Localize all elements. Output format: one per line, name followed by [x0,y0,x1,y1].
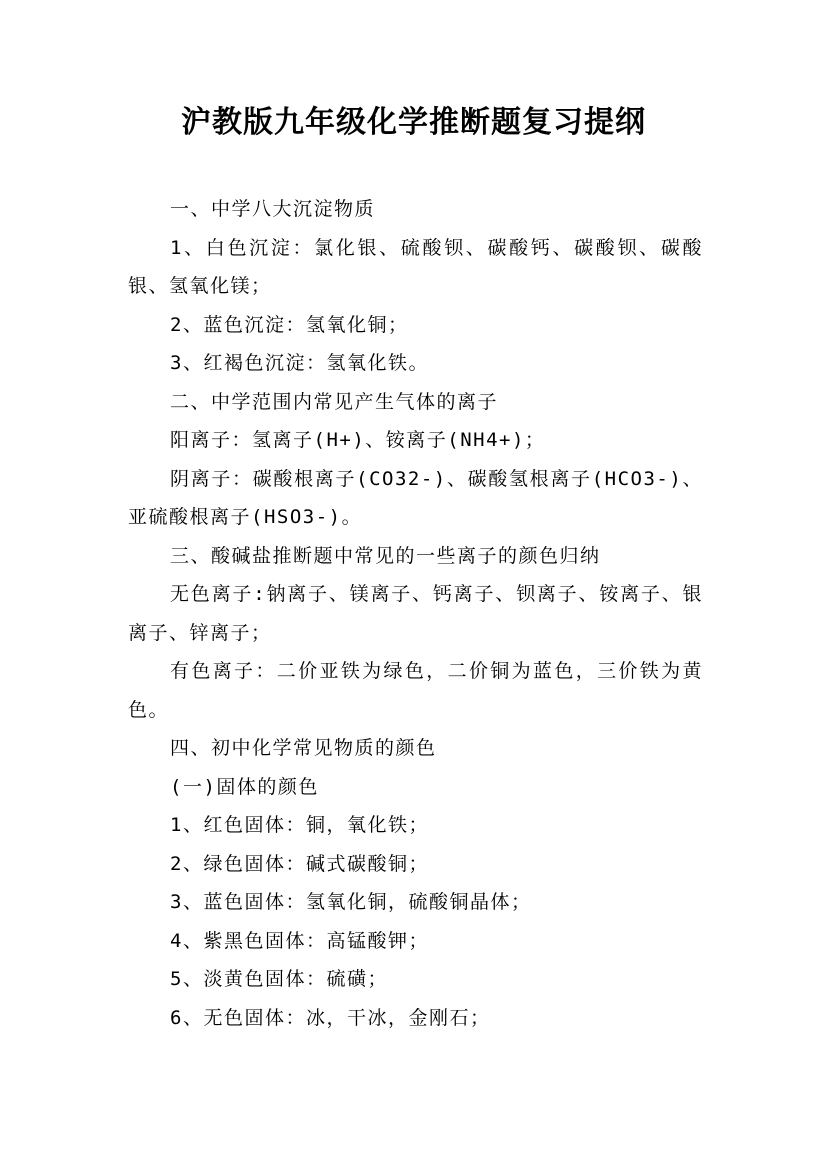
paragraph-cations: 阳离子：氢离子(H+)、铵离子(NH4+)； [170,429,546,451]
section-heading-ion-colors: 三、酸碱盐推断题中常见的一些离子的颜色归纳 [170,544,601,567]
section-heading-gas-ions: 二、中学范围内常见产生气体的离子 [170,390,499,413]
list-item-white-precipitate: 1、白色沉淀：氯化银、硫酸钡、碳酸钙、碳酸钡、碳酸银、氢氧化镁； [128,236,703,297]
paragraph-colored-ions: 有色离子：二价亚铁为绿色，二价铜为蓝色，三价铁为黄色。 [128,660,703,721]
document-body [128,190,703,1037]
section-heading-substance-colors: 四、初中化学常见物质的颜色 [170,737,437,759]
list-item-blue-solid: 3、蓝色固体：氢氧化铜，硫酸铜晶体； [170,891,532,913]
list-item-pale-yellow-solid: 5、淡黄色固体：硫磺； [170,968,388,990]
paragraph-anions: 阴离子：碳酸根离子(CO32-)、碳酸氢根离子(HCO3-)、亚硫酸根离子(HSO3-)。 [128,467,703,528]
subsection-heading-solid-colors: (一)固体的颜色 [170,775,319,798]
section-heading-precipitates: 一、中学八大沉淀物质 [170,198,376,220]
list-item-blue-precipitate: 2、蓝色沉淀：氢氧化铜； [170,313,409,336]
list-item-purple-black-solid: 4、紫黑色固体：高锰酸钾； [170,929,429,952]
document-title: 沪教版九年级化学推断题复习提纲 [181,105,646,140]
list-item-red-solid: 1、红色固体：铜，氧化铁； [170,814,429,836]
list-item-green-solid: 2、绿色固体：碱式碳酸铜； [170,852,429,875]
list-item-colorless-solid: 6、无色固体：冰，干冰，金刚石； [170,1006,491,1029]
list-item-red-brown-precipitate: 3、红褐色沉淀：氢氧化铁。 [170,352,429,374]
paragraph-colorless-ions: 无色离子:钠离子、镁离子、钙离子、钡离子、铵离子、银离子、锌离子； [128,583,703,644]
